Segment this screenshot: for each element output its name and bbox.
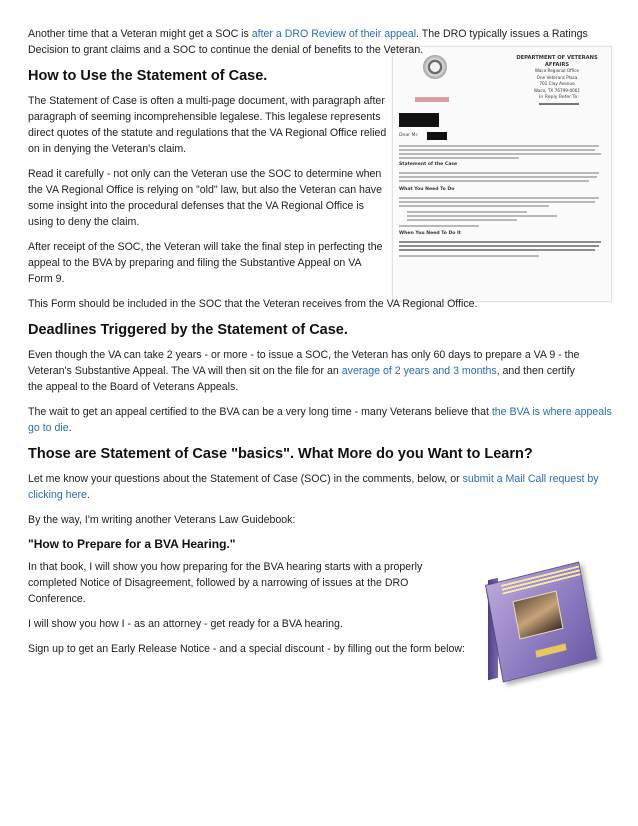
letter-section-when: When You Need To Do It	[399, 231, 461, 236]
letter-section-soc: Statement of the Case	[399, 162, 458, 167]
bva-appeals-die-link[interactable]: the BVA is where appeals go to die	[28, 406, 612, 434]
deadlines-paragraph-2: The wait to get an appeal certified to the BVA can be a very long time - many Veterans believe that the BVA is where appeals go to die.	[28, 406, 612, 434]
deadlines-paragraph-1: Even though the VA can take 2 years - or more - to issue a SOC, the Veteran has only 60 days to prepare a VA 9 - the Veteran's Substantive Appeal. The VA will then sit on the file for an average of 2 years and 3 months, and then certify the appeal to the Board of Veterans Appeals.	[28, 349, 580, 393]
section-heading-how-to-use: How to Use the Statement of Case.	[28, 68, 268, 84]
intro-paragraph: Another time that a Veteran might get a SOC is after a DRO Review of their appeal. The DRO typically issues a Ratings Decision to grant claims and a SOC to continue the denial of benefits to the Veteran.	[28, 28, 588, 56]
letter-reply-to: In Reply Refer To:	[539, 95, 579, 100]
mail-call-request-link[interactable]: submit a Mail Call request by clicking here	[28, 473, 599, 501]
soc-paragraph-1: The Statement of Case is often a multi-page document, with paragraph after paragraph of seeming incomprehensible legalese. This legalese represents direct quotes of the statute and regulations that the VA Regional Office relied on in denying the Veteran's claim.	[28, 95, 387, 155]
questions-paragraph: Let me know your questions about the Statement of Case (SOC) in the comments, below, or submit a Mail Call request by clicking here.	[28, 473, 599, 501]
section-heading-basics: Those are Statement of Case "basics". What More do you Want to Learn?	[28, 446, 533, 462]
soc-paragraph-4: This Form should be included in the SOC that the Veteran receives from the VA Regional Office.	[28, 298, 478, 310]
article-body	[28, 26, 618, 666]
letter-salutation: Dear Mr.	[399, 133, 419, 138]
letter-dept: DEPARTMENT OF VETERANS AFFAIRS	[516, 55, 598, 68]
letter-office: Waco Regional Office	[534, 68, 580, 73]
soc-paragraph-2: Read it carefully - not only can the Veteran use the SOC to determine when the VA Regional Office is relying on "old" law, but also the Veteran can have some insight into the procedural defenses that the VA Regional Office is using to deny the claim.	[28, 168, 382, 228]
letter-address1: One Veterans Plaza	[536, 74, 578, 80]
letter-address3: Waco, TX 76799-0001	[533, 87, 581, 93]
signup-paragraph: Sign up to get an Early Release Notice - and a special discount - by filling out the form below:	[28, 643, 465, 655]
dro-review-link[interactable]: after a DRO Review of their appeal	[251, 28, 417, 40]
letter-address2: 701 Clay Avenue	[539, 81, 575, 86]
soc-paragraph-3: After receipt of the SOC, the Veteran will take the final step in perfecting the appeal to the BVA by preparing and filing the Substantive Appeal on VA Form 9.	[28, 241, 383, 285]
section-heading-deadlines: Deadlines Triggered by the Statement of Case.	[28, 322, 348, 338]
book-paragraph-1: In that book, I will show you how preparing for the BVA hearing starts with a properly completed Notice of Disagreement, followed by a narrowing of issues at the DRO Conference.	[28, 561, 423, 605]
guidebook-paragraph: By the way, I'm writing another Veterans Law Guidebook:	[28, 514, 296, 526]
book-title-heading: "How to Prepare for a BVA Hearing."	[28, 537, 236, 551]
letter-section-what: What You Need To Do	[399, 187, 455, 192]
book-paragraph-2: I will show you how I - as an attorney - get ready for a BVA hearing.	[28, 618, 343, 630]
average-wait-link[interactable]: average of 2 years and 3 months	[341, 365, 497, 377]
